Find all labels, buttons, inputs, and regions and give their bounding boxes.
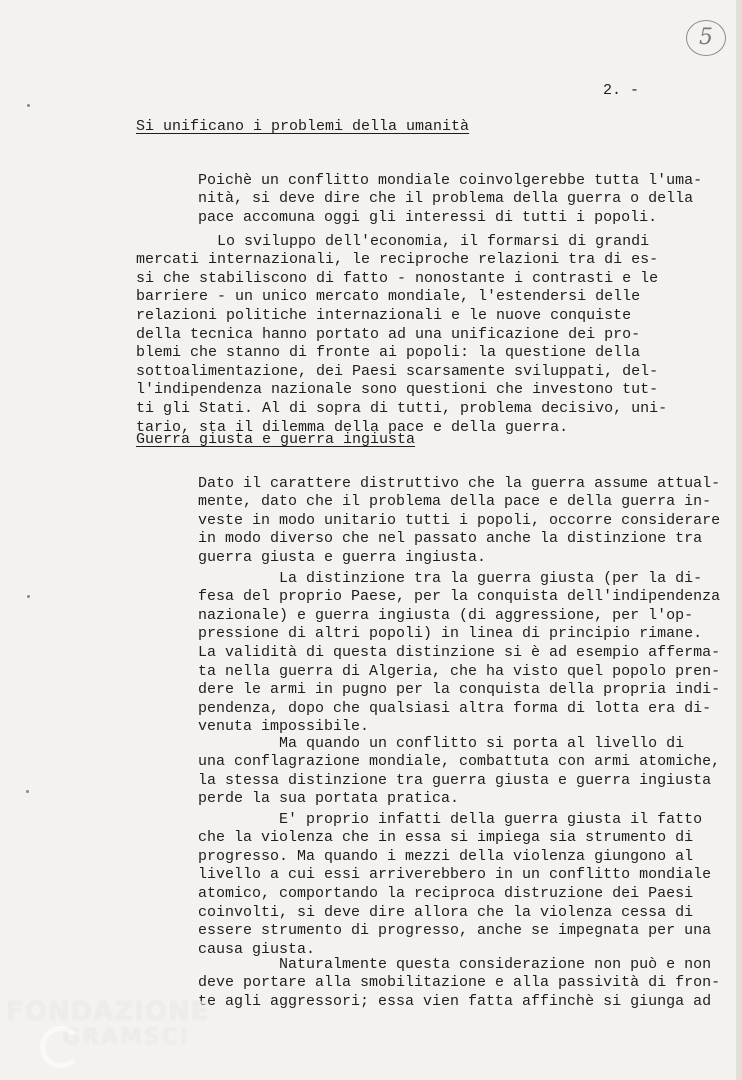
text-line: atomico, comportando la reciproca distruzione dei Paesi — [198, 884, 694, 902]
text-line: Poichè un conflitto mondiale coinvolgerebbe tutta l'uma- — [198, 171, 703, 189]
text-line: in modo diverso che nel passato anche la distinzione tra — [198, 530, 703, 548]
text-line: si che stabiliscono di fatto - nonostante i contrasti e le — [136, 269, 659, 287]
watermark-logo-icon — [40, 1026, 82, 1068]
text-line: te agli aggressori; essa vien fatta affinchè si giunga ad — [198, 992, 712, 1010]
text-line: causa giusta. — [198, 940, 316, 958]
text-line: fesa del proprio Paese, per la conquista dell'indipendenza — [198, 588, 721, 606]
text-line: tario, sta il dilemma della pace e della guerra. — [136, 418, 569, 436]
section-heading-unificano: Si unificano i problemi della umanità — [136, 118, 470, 135]
text-line: nazionale) e guerra ingiusta (di aggressione, per l'op- — [198, 606, 694, 624]
text-line: progresso. Ma quando i mezzi della violenza giungono al — [198, 847, 694, 865]
text-line: La validità di questa distinzione si è ad esempio afferma- — [198, 643, 721, 661]
page-number: 2. - — [603, 82, 640, 99]
text-line: Dato il carattere distruttivo che la guerra assume attual- — [198, 474, 721, 492]
text-line: mercati internazionali, le reciproche relazioni tra di es- — [136, 251, 659, 269]
text-line: dere le armi in pugno per la conquista della propria indi- — [198, 681, 721, 699]
text-line: che la violenza che in essa si impiega sia strumento di — [198, 829, 694, 847]
scan-mark — [27, 104, 30, 107]
text-line: mente, dato che il problema della pace e della guerra in- — [198, 493, 712, 511]
archive-page-stamp: 5 — [686, 20, 726, 56]
archive-watermark — [6, 997, 210, 1050]
text-line: la stessa distinzione tra guerra giusta e guerra ingiusta — [198, 771, 712, 789]
text-line: pace accomuna oggi gli interessi di tutti i popoli. — [198, 208, 658, 226]
text-line: pendenza, dopo che qualsiasi altra forma di lotta era di- — [198, 699, 712, 717]
text-line: blemi che stanno di fronte ai popoli: la questione della — [136, 344, 641, 362]
text-line: perde la sua portata pratica. — [198, 790, 460, 808]
text-line: venuta impossibile. — [198, 718, 370, 736]
text-line: della tecnica hanno portato ad una unificazione dei pro- — [136, 325, 641, 343]
section-heading-guerra-giusta: Guerra giusta e guerra ingiusta — [136, 431, 416, 448]
text-line: nità, si deve dire che il problema della guerra o della — [198, 190, 694, 208]
watermark-line-1: FONDAZIONE — [6, 997, 210, 1027]
text-line: E' proprio infatti della guerra giusta il fatto — [198, 810, 703, 828]
scan-mark — [26, 790, 29, 793]
scan-mark — [27, 595, 30, 598]
text-line: una conflagrazione mondiale, combattuta con armi atomiche, — [198, 753, 721, 771]
text-line: sottoalimentazione, dei Paesi scarsamente sviluppati, del- — [136, 362, 659, 380]
text-line: Lo sviluppo dell'economia, il formarsi di grandi — [136, 232, 650, 250]
text-line: essere strumento di progresso, anche se impegnata per una — [198, 922, 712, 940]
text-line: deve portare alla smobilitazione e alla passività di fron- — [198, 974, 721, 992]
page-edge — [736, 0, 742, 1080]
paragraph — [198, 937, 721, 1011]
text-line: veste in modo unitario tutti i popoli, occorre considerare — [198, 511, 721, 529]
paragraph — [136, 214, 726, 437]
text-line: barriere - un unico mercato mondiale, l'estendersi delle — [136, 288, 641, 306]
text-line: Naturalmente questa considerazione non può e non — [198, 955, 712, 973]
paragraph — [198, 792, 718, 959]
text-line: pressione di altri popoli) in linea di principio rimane. — [198, 625, 703, 643]
text-line: ta nella guerra di Algeria, che ha visto quel popolo pren- — [198, 662, 721, 680]
text-line: l'indipendenza nazionale sono questioni che investono tut- — [136, 381, 659, 399]
text-line: guerra giusta e guerra ingiusta. — [198, 548, 487, 566]
text-line: coinvolti, si deve dire allora che la violenza cessa di — [198, 903, 694, 921]
text-line: relazioni politiche internazionali e le nuove conquiste — [136, 306, 632, 324]
text-line: ti gli Stati. Al di sopra di tutti, problema decisivo, uni- — [136, 399, 668, 417]
text-line: La distinzione tra la guerra giusta (per la di- — [198, 569, 703, 587]
text-line: Ma quando un conflitto si porta al livello di — [198, 734, 685, 752]
paragraph — [198, 548, 721, 737]
watermark-line-2: GRAMSCI — [62, 1025, 191, 1050]
text-line: livello a cui essi arriverebbero in un conflitto mondiale — [198, 866, 712, 884]
